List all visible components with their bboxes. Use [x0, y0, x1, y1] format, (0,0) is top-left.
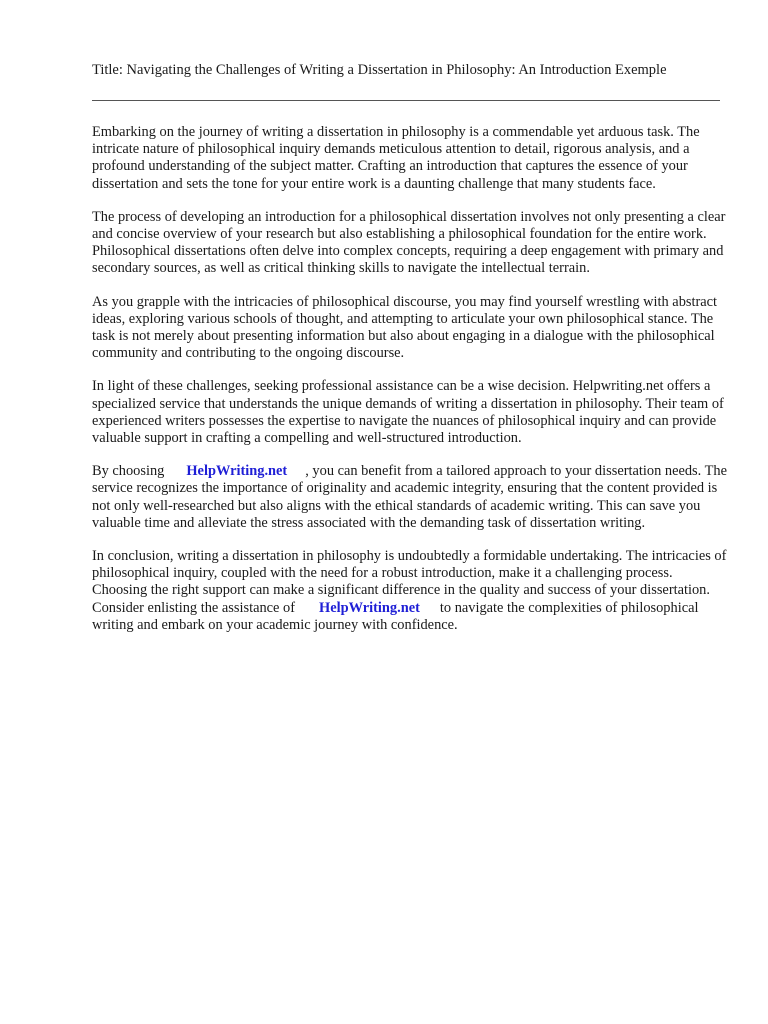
paragraph-choosing-after: , you can benefit from a tailored approach to your dissertation needs. The service recognizes the importance of originality and academic integrity, ensuring that the content provided is not only well-researched but also aligns with the ethical standards of academic writing. This can save you valuable time and alleviate the stress associated with the demanding task of dissertation writing.	[92, 463, 727, 531]
paragraph-choosing-before: By choosing	[92, 463, 165, 480]
document-title: Title: Navigating the Challenges of Writing a Dissertation in Philosophy: An Introduction Exemple	[92, 62, 667, 78]
paragraph-conclusion-before: In conclusion, writing a dissertation in philosophy is undoubtedly a formidable undertaking. The intricacies of philosophical inquiry, coupled with the need for a robust introduction, make it a challenging process. Choosing the right support can make a significant difference in the quality and success of your dissertation. Consider enlisting the assistance of	[92, 548, 727, 616]
paragraph-choosing	[92, 463, 728, 532]
paragraph-conclusion-after: to navigate the complexities of philosophical writing and embark on your academic journey with confidence.	[92, 599, 699, 633]
paragraph-process: The process of developing an introduction for a philosophical dissertation involves not only presenting a clear and concise overview of your research but also establishing a philosophical foundation for the entire work. Philosophical dissertations often delve into complex concepts, requiring a deep engagement with primary and secondary sources, as well as critical thinking skills to navigate the intellectual terrain.	[92, 208, 726, 277]
helpwriting-link[interactable]: HelpWriting.net	[186, 463, 288, 480]
paragraph-discourse: As you grapple with the intricacies of philosophical discourse, you may find yourself wrestling with abstract ideas, exploring various schools of thought, and attempting to articulate your own philosophical stance. The task is not merely about presenting information but also about engaging in a dialogue with the philosophical community and contributing to the ongoing discourse.	[92, 293, 718, 362]
document-body	[92, 124, 728, 650]
paragraph-conclusion	[92, 548, 728, 634]
helpwriting-link-conclusion[interactable]: HelpWriting.net	[319, 599, 420, 616]
paragraph-assistance: In light of these challenges, seeking professional assistance can be a wise decision. Helpwriting.net offers a specialized service that understands the unique demands of writing a dissertation in philosophy. Their team of experienced writers possesses the expertise to navigate the nuances of philosophical inquiry and can provide valuable support in crafting a compelling and well-structured introduction.	[92, 378, 724, 447]
paragraph-intro: Embarking on the journey of writing a dissertation in philosophy is a commendable yet arduous task. The intricate nature of philosophical inquiry demands meticulous attention to detail, rigorous analysis, and a profound understanding of the subject matter. Crafting an introduction that captures the essence of your dissertation and sets the tone for your entire work is a daunting challenge that many students face.	[92, 124, 700, 192]
title-divider	[92, 100, 720, 101]
